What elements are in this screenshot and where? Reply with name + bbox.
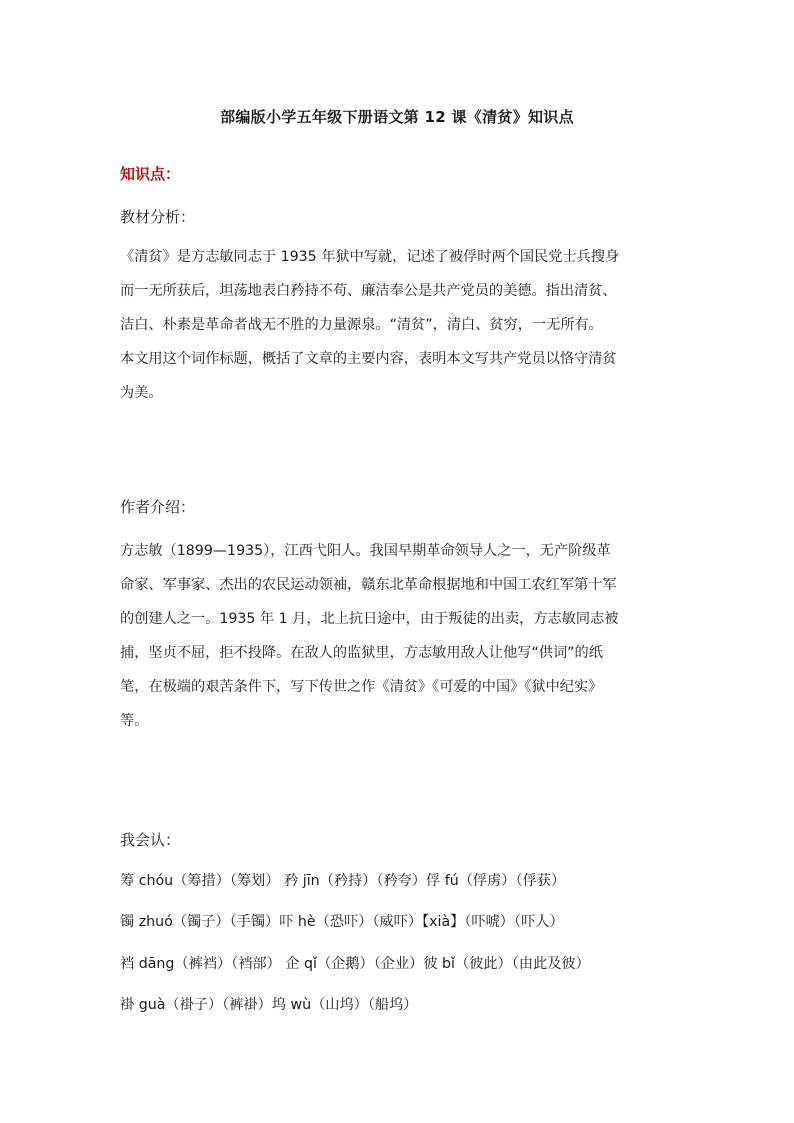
paragraph-line: 方志敏（1899—1935），江西弋阳人。我国早期革命领导人之一，无产阶级革 (120, 543, 611, 559)
paragraph-line: 笔，在极端的艰苦条件下，写下传世之作《清贫》《可爱的中国》《狱中纪实》 (120, 679, 603, 695)
textbook-analysis-heading: 教材分析： (120, 208, 196, 226)
word-line: 褂 guà（褂子）（裤褂）坞 wù（山坞）（船坞） (120, 997, 418, 1013)
paragraph-line: 等。 (120, 713, 149, 729)
paragraph-line: 命家、军事家、杰出的农民运动领袖，赣东北革命根据地和中国工农红军第十军 (120, 577, 617, 593)
paragraph-line: 的创建人之一。1935 年 1 月，北上抗日途中，由于叛徒的出卖，方志敏同志被 (120, 611, 619, 627)
word-line: 镯 zhuó（镯子）（手镯）吓 hè（恐吓）（威吓）【xià】（吓唬）（吓人） (120, 914, 564, 930)
paragraph-line: 而一无所获后，坦荡地表白矜持不苟、廉洁奉公是共产党员的美德。指出清贫、 (120, 283, 617, 299)
paragraph-line: 洁白、朴素是革命者战无不胜的力量源泉。“清贫”，清白、贫穷，一无所有。 (120, 317, 603, 333)
paragraph-line: 《清贫》是方志敏同志于 1935 年狱中写就，记述了被俘时两个国民党士兵搜身 (120, 249, 620, 265)
author-intro-paragraph (120, 534, 678, 738)
word-line: 筹 chóu（筹措）（筹划） 矜 jīn（矜持）（矜夸）俘 fú（俘虏）（俘获） (120, 873, 566, 889)
paragraph-line: 为美。 (120, 385, 163, 401)
knowledge-heading: 知识点： (120, 165, 181, 183)
recognize-words-heading: 我会认： (120, 831, 181, 849)
author-intro-heading: 作者介绍： (120, 498, 196, 516)
word-line: 裆 dāng（裤裆）（裆部） 企 qǐ（企鹅）（企业）彼 bǐ（彼此）（由此及彼） (120, 956, 590, 972)
paragraph-line: 捕，坚贞不屈，拒不投降。在敌人的监狱里，方志敏用敌人让他写“供词”的纸 (120, 645, 603, 661)
page-title: 部编版小学五年级下册语文第 12 课《清贫》知识点 (220, 108, 574, 126)
paragraph-line: 本文用这个词作标题，概括了文章的主要内容，表明本文写共产党员以恪守清贫 (120, 351, 617, 367)
textbook-analysis-paragraph (120, 240, 678, 410)
